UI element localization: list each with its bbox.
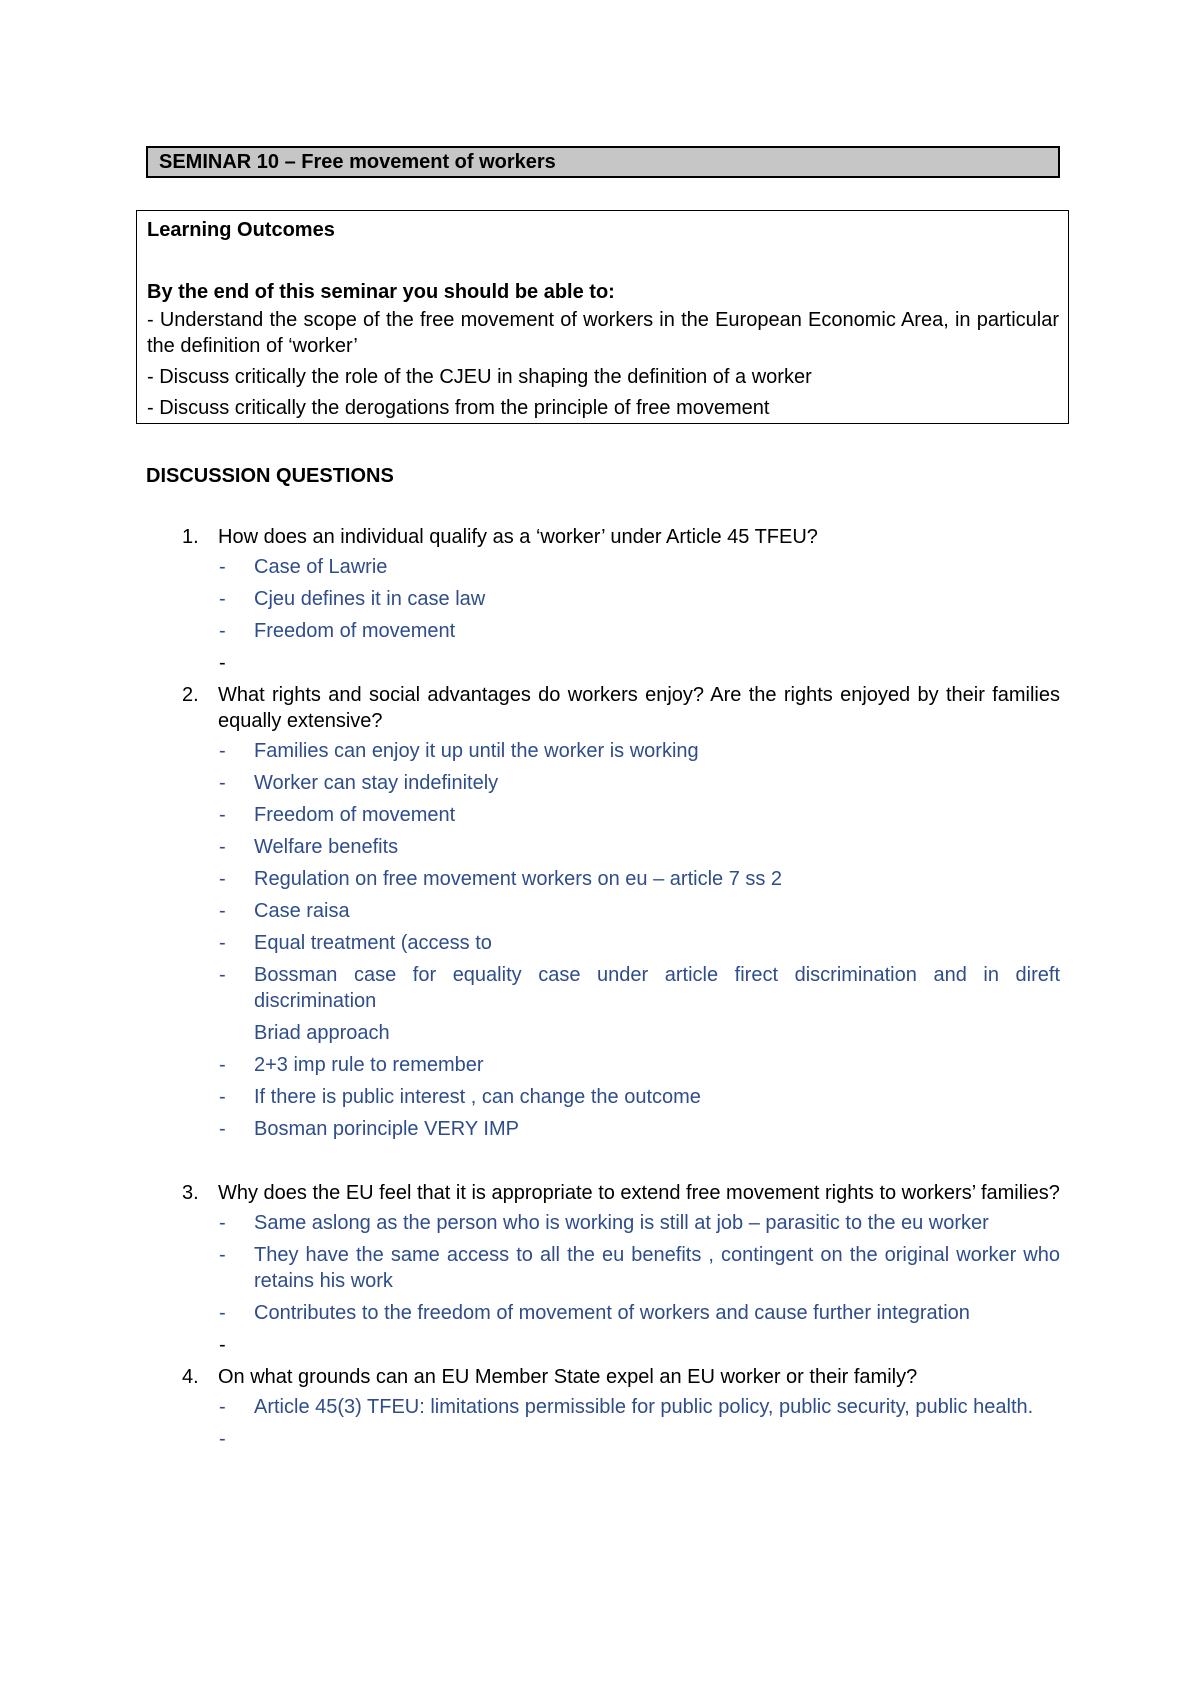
answer-item-empty: - xyxy=(219,652,226,674)
question-number: 4. xyxy=(182,1366,199,1388)
answer-item: - Equal treatment (access to xyxy=(219,932,492,954)
learning-outcomes-intro: By the end of this seminar you should be able to: xyxy=(147,281,615,303)
answer-item: - Cjeu defines it in case law xyxy=(219,588,486,610)
answer-item: - Case raisa xyxy=(219,900,350,922)
question-text: What rights and social advantages do workers enjoy? Are the rights enjoyed by their families equally extensive? xyxy=(218,684,1060,732)
question-number: 2. xyxy=(182,684,199,706)
learning-outcome-item: - Discuss critically the derogations from the principle of free movement xyxy=(147,397,770,419)
learning-outcomes-box xyxy=(136,210,1069,424)
question-text: Why does the EU feel that it is appropriate to extend free movement rights to workers’ families? xyxy=(218,1182,1060,1204)
question-3 xyxy=(146,1180,1060,1358)
question-text: On what grounds can an EU Member State expel an EU worker or their family? xyxy=(218,1366,918,1388)
answer-item: - Freedom of movement xyxy=(219,804,456,826)
answer-item: - 2+3 imp rule to remember xyxy=(219,1054,484,1076)
question-4 xyxy=(146,1364,1060,1452)
answer-item: - Regulation on free movement workers on eu – article 7 ss 2 xyxy=(219,868,783,890)
question-text: How does an individual qualify as a ‘worker’ under Article 45 TFEU? xyxy=(218,526,818,548)
question-1 xyxy=(146,524,1060,676)
discussion-questions-heading: DISCUSSION QUESTIONS xyxy=(146,465,394,487)
answer-item-empty: - xyxy=(219,1334,226,1356)
discussion-questions-list xyxy=(146,524,1060,1458)
answer-list xyxy=(146,554,1060,676)
answer-item: - If there is public interest , can change the outcome xyxy=(219,1086,701,1108)
answer-item: - Welfare benefits xyxy=(219,836,399,858)
answer-item-empty: - xyxy=(219,1428,226,1450)
seminar-title: SEMINAR 10 – Free movement of workers xyxy=(146,146,1060,178)
answer-list xyxy=(146,1394,1060,1452)
answer-list xyxy=(146,1210,1060,1358)
answer-item: - Freedom of movement xyxy=(219,620,456,642)
learning-outcome-item: - Understand the scope of the free movement of workers in the European Economic Area, in particular the definition of ‘worker’ xyxy=(147,309,1059,357)
answer-item: - Same aslong as the person who is working is still at job – parasitic to the eu worker xyxy=(219,1212,989,1234)
answer-item: - Bossman case for equality case under article firect discrimination and in direft discrimination xyxy=(219,964,1060,1012)
answer-item: - Article 45(3) TFEU: limitations permissible for public policy, public security, public health. xyxy=(219,1396,1034,1418)
answer-item: - Worker can stay indefinitely xyxy=(219,772,499,794)
answer-item: - Contributes to the freedom of movement of workers and cause further integration xyxy=(219,1302,970,1324)
answer-item: Briad approach xyxy=(254,1022,390,1044)
learning-outcomes-heading: Learning Outcomes xyxy=(147,219,335,241)
answer-list xyxy=(146,738,1060,1142)
question-2 xyxy=(146,682,1060,1142)
question-number: 1. xyxy=(182,526,199,548)
answer-item: - Bosman porinciple VERY IMP xyxy=(219,1118,519,1140)
question-number: 3. xyxy=(182,1182,199,1204)
answer-item: - They have the same access to all the eu benefits , contingent on the original worker who retains his work xyxy=(219,1244,1060,1292)
answer-item: - Families can enjoy it up until the worker is working xyxy=(219,740,699,762)
answer-item: - Case of Lawrie xyxy=(219,556,388,578)
learning-outcome-item: - Discuss critically the role of the CJEU in shaping the definition of a worker xyxy=(147,366,812,388)
